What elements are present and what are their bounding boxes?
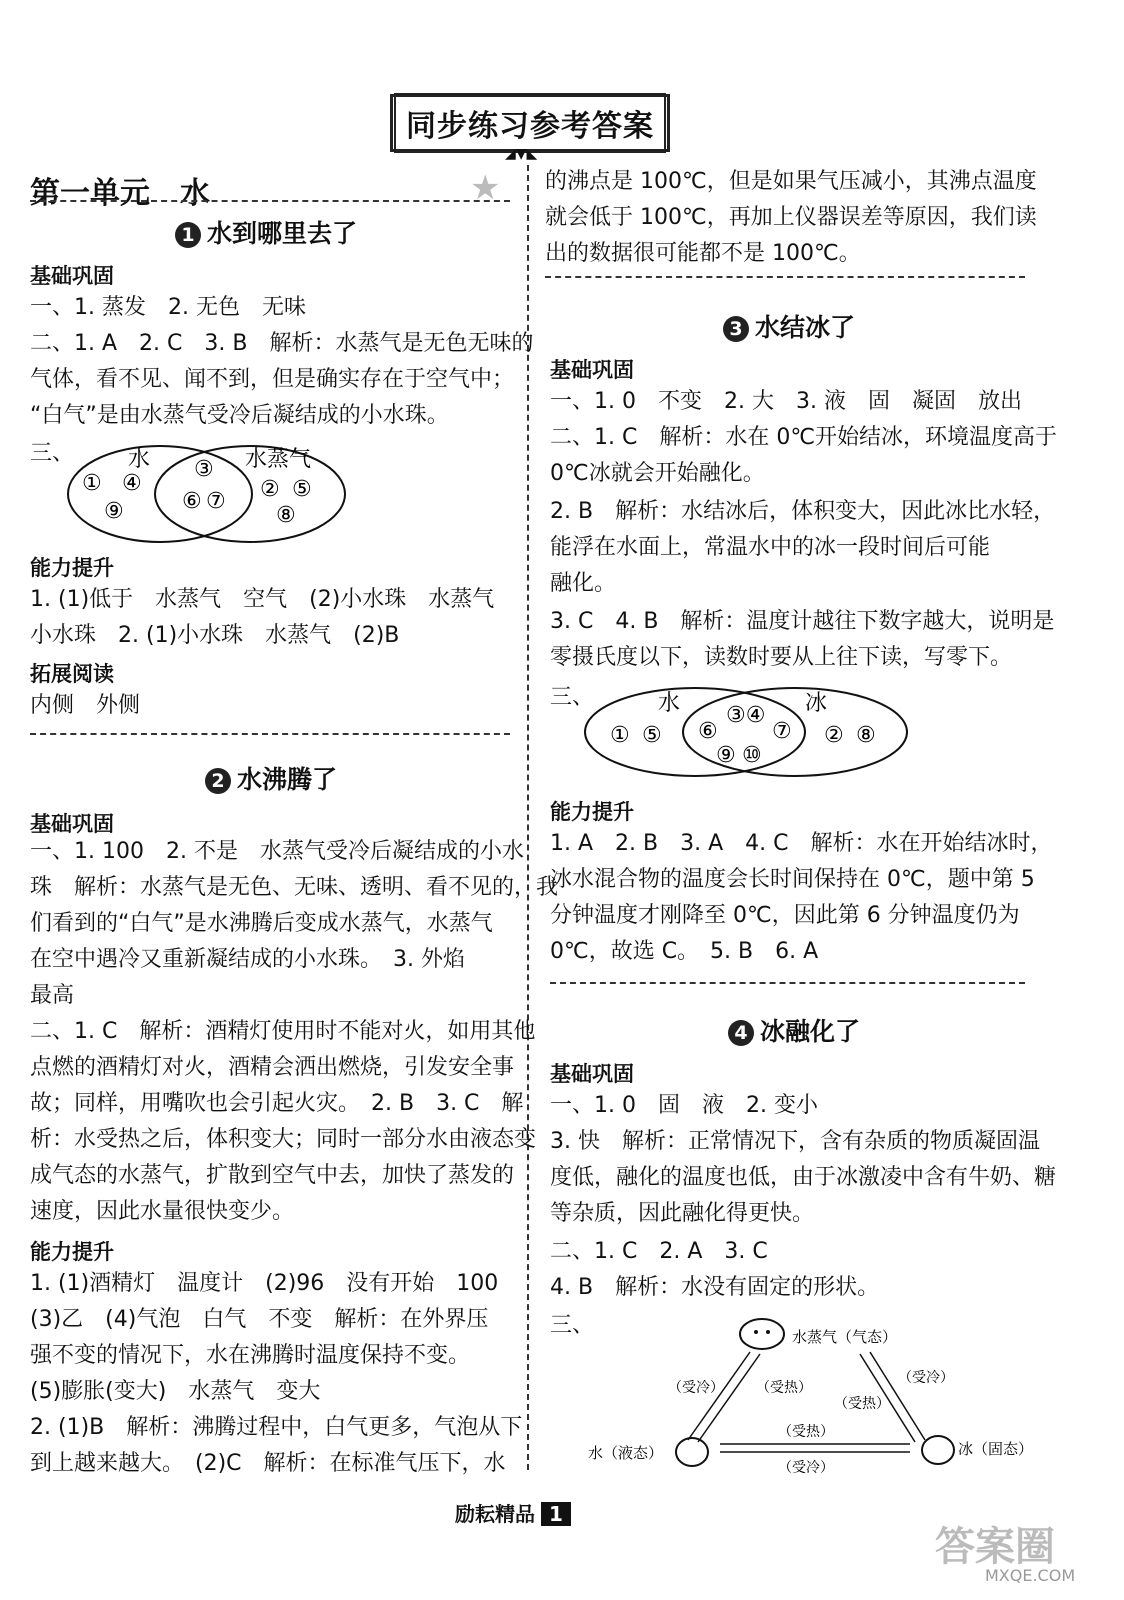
- page-number: 1: [541, 1502, 571, 1526]
- answer-line: 到上越来越大。 (2)C 解析：在标准气压下，水: [30, 1451, 506, 1476]
- answer-line: 1. A 2. B 3. A 4. C 解析：水在开始结冰时，: [550, 831, 1053, 856]
- answer-label-san: 三、: [30, 441, 75, 466]
- answer-line: 速度，因此水量很快变少。: [30, 1199, 295, 1224]
- section-divider: [30, 733, 510, 735]
- subheading-jichu: 基础巩固: [550, 358, 634, 382]
- subheading-tuozhan: 拓展阅读: [30, 662, 114, 686]
- answer-line: 冰水混合物的温度会长时间保持在 0℃，题中第 5: [550, 867, 1035, 892]
- answer-line: 零摄氏度以下，读数时要从上往下读，写零下。: [550, 645, 1013, 670]
- answer-label-san: 三、: [550, 1313, 595, 1338]
- svg-text:（受冷）: （受冷）: [668, 1380, 724, 1396]
- subheading-nengli: 能力提升: [30, 1240, 114, 1264]
- svg-text:③: ③: [194, 457, 214, 482]
- answer-line: 成气态的水蒸气，扩散到空气中去，加快了蒸发的: [30, 1163, 515, 1188]
- answer-line: 最高: [30, 983, 75, 1008]
- subheading-jichu: 基础巩固: [30, 812, 114, 836]
- svg-text:⑧: ⑧: [276, 503, 296, 528]
- svg-text:③④: ③④: [726, 703, 766, 728]
- answer-line: 二、1. C 2. A 3. C: [550, 1239, 768, 1264]
- unit-divider: [30, 200, 510, 202]
- answer-line: 气体，看不见、闻不到，但是确实存在于空气中；: [30, 367, 515, 392]
- answer-line: 一、1. 100 2. 不是 水蒸气受冷后凝结成的小水: [30, 839, 524, 864]
- venn-diagram-water-ice: [580, 684, 920, 784]
- venn-label-right: 冰: [805, 691, 828, 716]
- title-decoration-icon: ◢▼◣: [505, 146, 538, 162]
- answer-line: 析：水受热之后，体积变大；同时一部分水由液态变: [30, 1127, 537, 1152]
- svg-text:④: ④: [122, 471, 142, 496]
- svg-text:②: ②: [824, 723, 844, 748]
- venn-label-right: 水蒸气: [245, 447, 312, 472]
- svg-text:⑤: ⑤: [642, 723, 662, 748]
- svg-text:（受热）: （受热）: [778, 1424, 834, 1440]
- answer-line: 二、1. C 解析：酒精灯使用时不能对火，如用其他: [30, 1019, 536, 1044]
- answer-line: 一、1. 0 不变 2. 大 3. 液 固 凝固 放出: [550, 389, 1022, 414]
- section-divider: [550, 982, 1025, 984]
- answer-line: (5)膨胀(变大) 水蒸气 变大: [30, 1379, 321, 1404]
- tri-label-top: 水蒸气（气态）: [792, 1328, 898, 1346]
- answer-line: 2. (1)B 解析：沸腾过程中，白气更多，气泡从下: [30, 1415, 523, 1440]
- svg-text:①: ①: [610, 723, 630, 748]
- answer-line: 一、1. 蒸发 2. 无色 无味: [30, 295, 306, 320]
- answer-line: 2. B 解析：水结冰后，体积变大，因此冰比水轻，: [550, 499, 1056, 524]
- svg-text:①: ①: [82, 471, 102, 496]
- answer-line: 等杂质，因此融化得更快。: [550, 1201, 815, 1226]
- svg-text:⑦: ⑦: [206, 489, 226, 514]
- svg-text:⑧: ⑧: [856, 723, 876, 748]
- answer-line: 二、1. C 解析：水在 0℃开始结冰，环境温度高于: [550, 425, 1058, 450]
- section-4-title: 4 冰融化了: [728, 1012, 860, 1048]
- answer-line: 度低，融化的温度也低，由于冰激凌中含有牛奶、糖: [550, 1165, 1057, 1190]
- answer-line: 一、1. 0 固 液 2. 变小: [550, 1093, 818, 1118]
- section-number-badge: 1: [175, 222, 201, 248]
- answer-line: 融化。: [550, 571, 617, 596]
- svg-text:②: ②: [260, 477, 280, 502]
- answer-line: 二、1. A 2. C 3. B 解析：水蒸气是无色无味的: [30, 331, 534, 356]
- venn-diagram-water-vapor: [60, 438, 360, 548]
- answer-line: 在空中遇冷又重新凝结成的小水珠。 3. 外焰: [30, 947, 465, 972]
- svg-text:⑥: ⑥: [698, 719, 718, 744]
- page-title: [390, 94, 670, 152]
- ice-icon: [922, 1436, 954, 1464]
- tri-label-left: 水（液态）: [588, 1444, 664, 1462]
- answer-line: 就会低于 100℃，再加上仪器误差等原因，我们读: [545, 205, 1037, 230]
- answer-line: 1. (1)低于 水蒸气 空气 (2)小水珠 水蒸气: [30, 587, 495, 612]
- subheading-nengli: 能力提升: [550, 800, 634, 824]
- answer-line: 0℃，故选 C。 5. B 6. A: [550, 939, 819, 964]
- answer-line: 4. B 解析：水没有固定的形状。: [550, 1275, 880, 1300]
- footer-brand: 励耘精品: [455, 1502, 535, 1526]
- section-3-title: 3 水结冰了: [723, 308, 855, 344]
- water-drop-icon: [676, 1438, 708, 1466]
- subheading-jichu: 基础巩固: [550, 1062, 634, 1086]
- answer-line: 出的数据很可能都不是 100℃。: [545, 241, 861, 266]
- answer-line: 强不变的情况下，水在沸腾时温度保持不变。: [30, 1343, 471, 1368]
- svg-text:⑩: ⑩: [742, 743, 762, 768]
- cloud-icon: [740, 1319, 784, 1349]
- svg-text:（受热）: （受热）: [834, 1396, 890, 1412]
- answer-line: 分钟温度才刚降至 0℃，因此第 6 分钟温度仍为: [550, 903, 1020, 928]
- subheading-jichu: 基础巩固: [30, 264, 114, 288]
- watermark: 答案圈: [935, 1524, 1055, 1570]
- answer-line: 内侧 外侧: [30, 693, 141, 718]
- star-icon: ★: [470, 168, 501, 208]
- answer-line: 的沸点是 100℃，但是如果气压减小，其沸点温度: [545, 169, 1037, 194]
- svg-text:⑤: ⑤: [292, 477, 312, 502]
- svg-text:⑨: ⑨: [716, 743, 736, 768]
- answer-line: 故；同样，用嘴吹也会引起火灾。 2. B 3. C 解: [30, 1091, 524, 1116]
- svg-text:⑥: ⑥: [182, 489, 202, 514]
- answer-line: 3. C 4. B 解析：温度计越往下数字越大，说明是: [550, 609, 1055, 634]
- watermark-url: MXQE.COM: [985, 1566, 1076, 1585]
- answer-line: (3)乙 (4)气泡 白气 不变 解析：在外界压: [30, 1307, 489, 1332]
- answer-line: 3. 快 解析：正常情况下，含有杂质的物质凝固温: [550, 1129, 1040, 1154]
- section-1-title: 1 水到哪里去了: [175, 214, 357, 250]
- section-2-title: 2 水沸腾了: [205, 760, 337, 796]
- venn-label-left: 水: [658, 691, 681, 716]
- venn-label-left: 水: [128, 447, 151, 472]
- section-number-badge: 2: [205, 768, 231, 794]
- svg-text:⑨: ⑨: [104, 499, 124, 524]
- unit-heading: 第一单元 水: [30, 176, 210, 211]
- answer-line: “白气”是由水蒸气受冷后凝结成的小水珠。: [30, 403, 449, 428]
- answer-label-san: 三、: [550, 685, 595, 710]
- section-number-badge: 4: [728, 1020, 754, 1046]
- subheading-nengli: 能力提升: [30, 556, 114, 580]
- answer-line: 珠 解析：水蒸气是无色、无味、透明、看不见的，我: [30, 875, 559, 900]
- answer-line: 0℃冰就会开始融化。: [550, 461, 765, 486]
- tri-label-right: 冰（固态）: [958, 1440, 1034, 1458]
- svg-text:（受冷）: （受冷）: [898, 1370, 954, 1386]
- answer-line: 点燃的酒精灯对火，酒精会洒出燃烧，引发安全事: [30, 1055, 515, 1080]
- section-number-badge: 3: [723, 316, 749, 342]
- state-change-triangle-diagram: [580, 1312, 1050, 1482]
- page-footer: [455, 1498, 571, 1527]
- answer-line: 小水珠 2. (1)小水珠 水蒸气 (2)B: [30, 623, 400, 648]
- page-title-text: 同步练习参考答案: [394, 93, 666, 153]
- answer-line: 1. (1)酒精灯 温度计 (2)96 没有开始 100: [30, 1271, 499, 1296]
- svg-text:（受冷）: （受冷）: [778, 1460, 834, 1476]
- answer-line: 们看到的“白气”是水沸腾后变成水蒸气，水蒸气: [30, 911, 493, 936]
- svg-text:（受热）: （受热）: [756, 1380, 812, 1396]
- section-divider: [545, 276, 1025, 278]
- answer-line: 能浮在水面上，常温水中的冰一段时间后可能: [550, 535, 991, 560]
- svg-text:⑦: ⑦: [772, 719, 792, 744]
